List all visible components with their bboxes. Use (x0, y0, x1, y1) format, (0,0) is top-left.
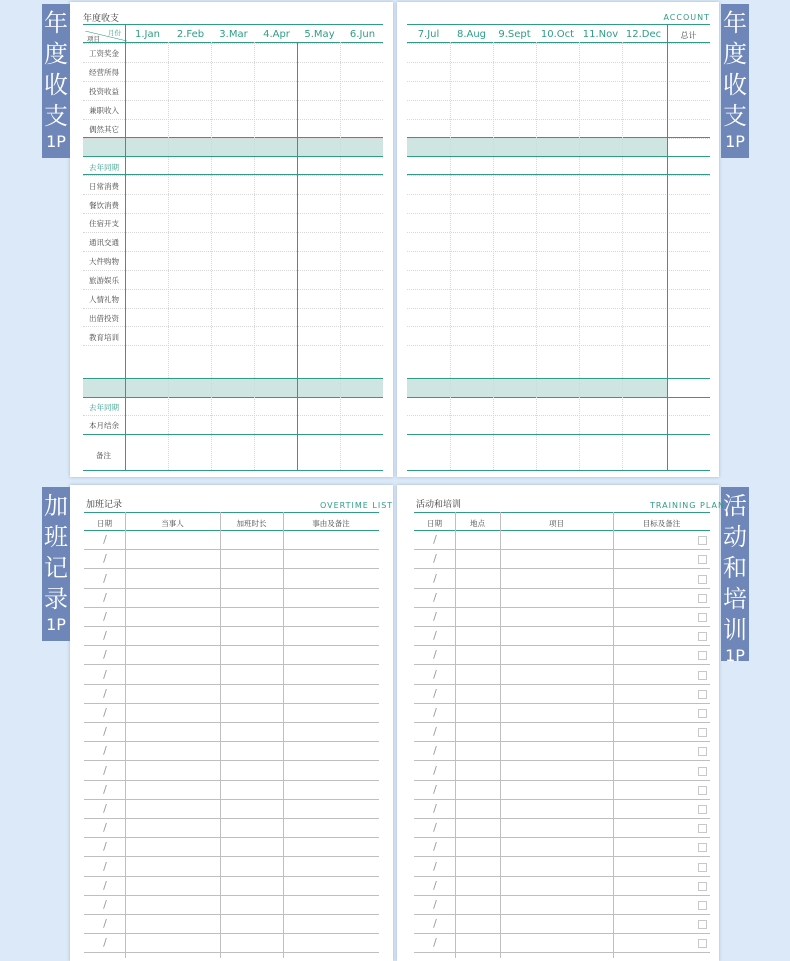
row-line (83, 415, 383, 416)
checkbox[interactable] (698, 555, 707, 564)
row-line (414, 780, 710, 781)
section-line (407, 174, 710, 175)
row-label-parttime: 兼职收入 (89, 106, 119, 115)
row-line (414, 568, 710, 569)
row-line (84, 722, 379, 723)
date-slash: / (433, 706, 437, 719)
row-line (84, 799, 379, 800)
row-line (407, 81, 710, 82)
column-line (211, 42, 212, 470)
row-line (407, 345, 710, 346)
training-col-place: 地点 (470, 519, 485, 528)
checkbox[interactable] (698, 594, 707, 603)
overtime-col-hours: 加班时长 (236, 519, 267, 528)
checkbox[interactable] (698, 824, 707, 833)
column-line (297, 42, 298, 470)
date-slash: / (103, 879, 107, 892)
row-line (84, 684, 379, 685)
row-line (84, 607, 379, 608)
row-label-daily: 日常消费 (89, 182, 119, 191)
tab-annual-left (42, 4, 70, 158)
row-label-dining: 餐饮消费 (89, 201, 119, 210)
row-line (83, 194, 383, 195)
section-line (83, 434, 383, 435)
date-slash: / (103, 821, 107, 834)
column-line (500, 512, 501, 958)
row-line (83, 326, 383, 327)
date-slash: / (433, 591, 437, 604)
row-line (414, 741, 710, 742)
total-row-band (83, 378, 383, 397)
row-line (414, 914, 710, 915)
row-line (407, 308, 710, 309)
tab-char: 加 (44, 492, 68, 520)
row-line (414, 933, 710, 934)
row-label-last-year-2: 去年同期 (89, 403, 119, 412)
row-line (83, 100, 383, 101)
row-line (83, 251, 383, 252)
row-line (414, 856, 710, 857)
column-line (254, 42, 255, 470)
row-line (84, 837, 379, 838)
row-line (83, 43, 383, 44)
row-line (84, 933, 379, 934)
date-slash: / (103, 764, 107, 777)
tab-char: 支 (723, 102, 747, 130)
row-label-transport: 通讯交通 (89, 238, 119, 247)
header-line (84, 512, 379, 513)
header-line (84, 530, 379, 531)
column-line (667, 24, 668, 470)
row-label-shopping: 大件购物 (89, 257, 119, 266)
row-line (414, 684, 710, 685)
corner-item-label: 项目 (87, 35, 100, 43)
month-header: 4.Apr (263, 29, 290, 40)
checkbox[interactable] (698, 536, 707, 545)
row-line (84, 876, 379, 877)
row-line (407, 100, 710, 101)
row-line (83, 175, 383, 176)
date-slash: / (103, 860, 107, 873)
tab-char: 年 (723, 9, 747, 37)
row-line (83, 232, 383, 233)
total-row-band (407, 378, 667, 397)
tab-annual-right (721, 4, 749, 158)
checkbox[interactable] (698, 843, 707, 852)
checkbox[interactable] (698, 939, 707, 948)
tab-char: 收 (44, 71, 68, 99)
date-slash: / (433, 725, 437, 738)
row-line (84, 895, 379, 896)
date-slash: / (103, 552, 107, 565)
checkbox[interactable] (698, 651, 707, 660)
date-slash: / (433, 783, 437, 796)
overtime-col-date: 日期 (97, 519, 112, 528)
date-slash: / (103, 610, 107, 623)
row-line (84, 952, 379, 953)
total-line (407, 137, 710, 138)
tab-char: 支 (44, 102, 68, 130)
date-slash: / (103, 802, 107, 815)
total-line (407, 397, 710, 398)
row-line (414, 664, 710, 665)
tab-page: 1P (46, 132, 66, 151)
row-line (84, 760, 379, 761)
date-slash: / (103, 744, 107, 757)
column-line (125, 24, 126, 470)
row-line (414, 588, 710, 589)
tab-char: 班 (44, 523, 68, 551)
column-line (125, 512, 126, 958)
row-line (414, 895, 710, 896)
date-slash: / (433, 572, 437, 585)
row-line (83, 213, 383, 214)
row-line (84, 645, 379, 646)
row-label-salary: 工资奖金 (89, 49, 119, 58)
training-col-goal: 目标及备注 (642, 519, 681, 528)
row-label-education: 教育培训 (89, 333, 119, 342)
date-slash: / (103, 725, 107, 738)
date-slash: / (433, 668, 437, 681)
column-line (450, 42, 451, 470)
row-label-lending: 出借投资 (89, 314, 119, 323)
section-line (407, 434, 710, 435)
month-header: 1.Jan (135, 29, 160, 40)
row-line (84, 741, 379, 742)
checkbox[interactable] (698, 863, 707, 872)
training-col-item: 项目 (549, 519, 564, 528)
row-line (407, 232, 710, 233)
date-slash: / (433, 936, 437, 949)
row-line (407, 415, 710, 416)
row-line (407, 213, 710, 214)
date-slash: / (433, 917, 437, 930)
checkbox[interactable] (698, 728, 707, 737)
date-slash: / (433, 860, 437, 873)
tab-char: 度 (44, 40, 68, 68)
tab-char: 训 (723, 616, 747, 644)
column-line (220, 512, 221, 958)
row-label-last-year-1: 去年同期 (89, 163, 119, 172)
date-slash: / (433, 821, 437, 834)
row-line (84, 703, 379, 704)
overtime-col-person: 当事人 (161, 519, 184, 528)
checkbox[interactable] (698, 613, 707, 622)
date-slash: / (433, 629, 437, 642)
row-line (84, 780, 379, 781)
row-line (84, 664, 379, 665)
tab-char: 活 (723, 492, 747, 520)
date-slash: / (103, 533, 107, 546)
corner-month-label: 月份 (108, 29, 121, 37)
row-line (83, 81, 383, 82)
total-line (83, 137, 383, 138)
header-line (414, 530, 710, 531)
overtime-title: 加班记录 (86, 500, 123, 510)
tab-char: 度 (723, 40, 747, 68)
date-slash: / (433, 879, 437, 892)
column-line (168, 42, 169, 470)
row-label-housing: 住宿开支 (89, 219, 119, 228)
total-row-band (407, 137, 667, 156)
row-line (83, 308, 383, 309)
date-slash: / (103, 898, 107, 911)
month-header: 8.Aug (456, 29, 487, 40)
month-header: 2.Feb (176, 29, 205, 40)
month-header: 9.Sept (498, 29, 531, 40)
column-line (613, 512, 614, 958)
row-line (407, 43, 710, 44)
date-slash: / (103, 706, 107, 719)
row-line (83, 289, 383, 290)
checkbox[interactable] (698, 786, 707, 795)
date-slash: / (103, 629, 107, 642)
checkbox[interactable] (698, 632, 707, 641)
date-slash: / (103, 936, 107, 949)
checkbox[interactable] (698, 901, 707, 910)
date-slash: / (433, 533, 437, 546)
row-line (414, 607, 710, 608)
total-line (83, 378, 383, 379)
column-line (283, 512, 284, 958)
date-slash: / (433, 610, 437, 623)
month-header: 6.Jun (349, 29, 376, 40)
training-title-en: TRAINING PLAN (650, 501, 725, 510)
row-line (407, 326, 710, 327)
bottom-line (407, 470, 710, 471)
column-line (340, 42, 341, 470)
training-page (397, 485, 719, 961)
header-line (414, 512, 710, 513)
training-title: 活动和培训 (416, 500, 462, 510)
row-line (84, 549, 379, 550)
date-slash: / (433, 898, 437, 911)
total-line (83, 397, 383, 398)
row-line (83, 270, 383, 271)
tab-char: 收 (723, 71, 747, 99)
month-header: 7.Jul (417, 29, 440, 40)
training-col-date: 日期 (427, 519, 442, 528)
row-line (407, 251, 710, 252)
row-line (414, 876, 710, 877)
total-column-header: 总计 (680, 31, 697, 40)
total-line (407, 378, 710, 379)
total-row-band (83, 137, 383, 156)
row-label-business: 经营所得 (89, 68, 119, 77)
date-slash: / (103, 783, 107, 796)
bottom-line (83, 470, 383, 471)
tab-page: 1P (46, 615, 66, 634)
date-slash: / (103, 572, 107, 585)
date-slash: / (103, 840, 107, 853)
row-line (83, 345, 383, 346)
date-slash: / (103, 668, 107, 681)
header-line (407, 24, 710, 25)
tab-char: 记 (44, 554, 68, 582)
month-header: 10.Oct (540, 29, 575, 40)
row-line (407, 138, 710, 139)
date-slash: / (103, 591, 107, 604)
row-line (407, 270, 710, 271)
row-line (414, 799, 710, 800)
row-label-travel: 旅游娱乐 (89, 276, 119, 285)
date-slash: / (433, 687, 437, 700)
tab-char: 和 (723, 554, 747, 582)
date-slash: / (433, 648, 437, 661)
row-line (414, 760, 710, 761)
row-line (414, 645, 710, 646)
row-label-notes: 备注 (96, 451, 111, 460)
date-slash: / (433, 552, 437, 565)
tab-page: 1P (725, 646, 745, 665)
tab-char: 录 (44, 585, 68, 613)
tab-overtime (42, 487, 70, 641)
date-slash: / (433, 744, 437, 757)
row-label-balance: 本月结余 (89, 421, 119, 430)
checkbox[interactable] (698, 671, 707, 680)
row-line (83, 138, 383, 139)
tab-char: 动 (723, 523, 747, 551)
header-line (83, 24, 383, 25)
section-line (83, 174, 383, 175)
row-line (407, 289, 710, 290)
tab-char: 年 (44, 9, 68, 37)
checkbox[interactable] (698, 709, 707, 718)
checkbox[interactable] (698, 575, 707, 584)
date-slash: / (433, 764, 437, 777)
date-slash: / (103, 648, 107, 661)
checkbox[interactable] (698, 805, 707, 814)
tab-training (721, 487, 749, 665)
total-line (83, 156, 383, 157)
checkbox[interactable] (698, 882, 707, 891)
row-line (84, 818, 379, 819)
row-line (414, 818, 710, 819)
date-slash: / (103, 917, 107, 930)
column-line (579, 42, 580, 470)
row-label-gifts: 人情礼物 (89, 295, 119, 304)
column-line (536, 42, 537, 470)
row-line (414, 837, 710, 838)
annual-title-en: ACCOUNT (663, 13, 710, 22)
row-line (407, 175, 710, 176)
annual-title: 年度收支 (83, 14, 120, 24)
row-line (84, 568, 379, 569)
row-line (407, 194, 710, 195)
date-slash: / (433, 840, 437, 853)
checkbox[interactable] (698, 747, 707, 756)
overtime-col-reason: 事由及备注 (312, 519, 350, 528)
month-header: 11.Nov (582, 29, 619, 40)
date-slash: / (433, 802, 437, 815)
row-line (84, 856, 379, 857)
overtime-title-en: OVERTIME LIST (320, 501, 394, 510)
row-line (84, 626, 379, 627)
column-line (455, 512, 456, 958)
column-line (493, 42, 494, 470)
checkbox[interactable] (698, 767, 707, 776)
total-line (407, 156, 710, 157)
month-header: 12.Dec (625, 29, 662, 40)
tab-char: 培 (723, 585, 747, 613)
date-slash: / (103, 687, 107, 700)
row-line (407, 119, 710, 120)
checkbox[interactable] (698, 690, 707, 699)
row-line (84, 914, 379, 915)
month-header: 3.Mar (219, 29, 248, 40)
checkbox[interactable] (698, 920, 707, 929)
row-line (414, 722, 710, 723)
tab-page: 1P (725, 132, 745, 151)
month-header: 5.May (304, 29, 335, 40)
annual-page-right (397, 2, 719, 477)
row-line (414, 703, 710, 704)
row-line (414, 549, 710, 550)
column-line (622, 42, 623, 470)
row-line (83, 62, 383, 63)
row-label-other: 偶然其它 (89, 125, 119, 134)
overtime-page (70, 485, 393, 961)
row-label-investment: 投资收益 (89, 87, 119, 96)
row-line (407, 62, 710, 63)
row-line (414, 952, 710, 953)
row-line (414, 626, 710, 627)
row-line (83, 119, 383, 120)
row-line (84, 588, 379, 589)
